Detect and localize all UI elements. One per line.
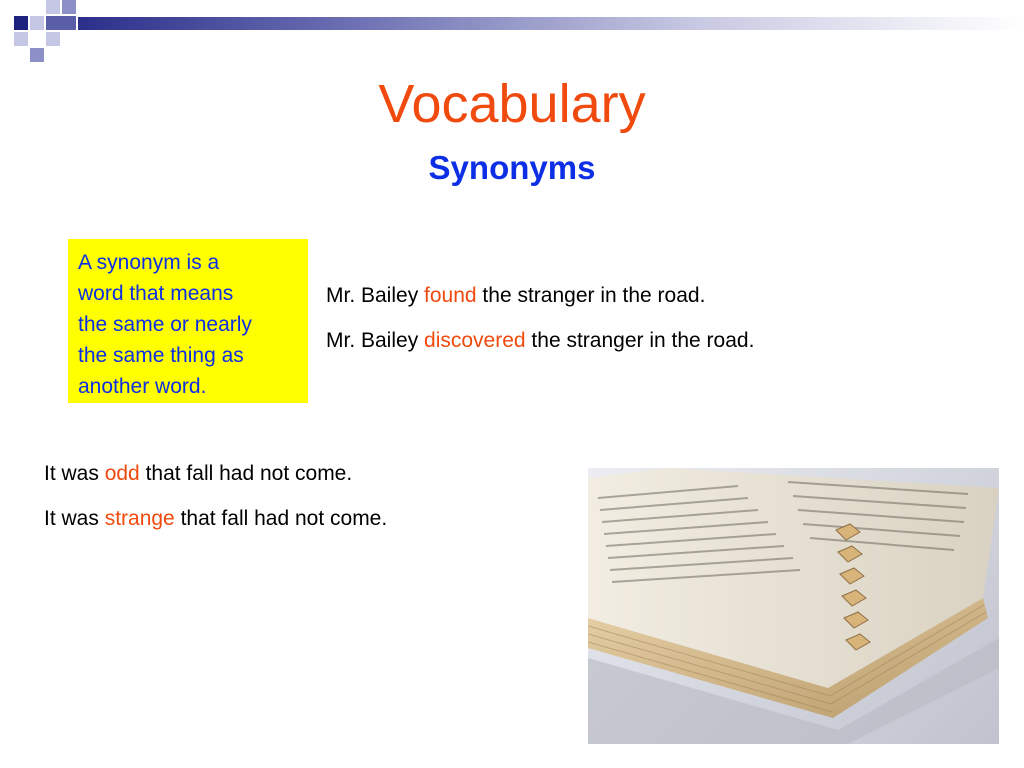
- sentence-text: Mr. Bailey: [326, 284, 425, 307]
- example-group-found: [326, 282, 754, 372]
- open-dictionary-illustration: [588, 468, 999, 744]
- corner-decoration: [0, 0, 80, 64]
- sentence-text: that fall had not come.: [174, 507, 388, 530]
- sentence-text: that fall had not come.: [139, 462, 353, 485]
- slide-subtitle: Synonyms: [428, 149, 596, 186]
- sentence-text: It was: [44, 507, 105, 530]
- example-sentence: [44, 505, 387, 533]
- header-gradient-bar: [78, 17, 1024, 30]
- definition-box: [68, 239, 308, 403]
- definition-line: A synonym is a: [78, 251, 220, 274]
- sentence-text: It was: [44, 462, 105, 485]
- example-group-odd: [44, 460, 387, 550]
- definition-line: the same thing as: [78, 344, 244, 367]
- sentence-text: Mr. Bailey: [326, 329, 425, 352]
- example-sentence: [326, 282, 754, 310]
- synonym-word: strange: [104, 507, 175, 530]
- example-sentence: [44, 460, 387, 488]
- synonym-word: odd: [104, 462, 140, 485]
- sentence-text: the stranger in the road.: [476, 284, 706, 307]
- synonym-word: found: [424, 284, 477, 307]
- definition-line: the same or nearly: [78, 313, 252, 336]
- slide-title: Vocabulary: [378, 74, 646, 134]
- sentence-text: the stranger in the road.: [525, 329, 755, 352]
- definition-line: another word.: [78, 375, 207, 398]
- example-sentence: [326, 327, 754, 355]
- synonym-word: discovered: [424, 329, 526, 352]
- definition-line: word that means: [78, 282, 234, 305]
- dictionary-photo: [588, 468, 999, 744]
